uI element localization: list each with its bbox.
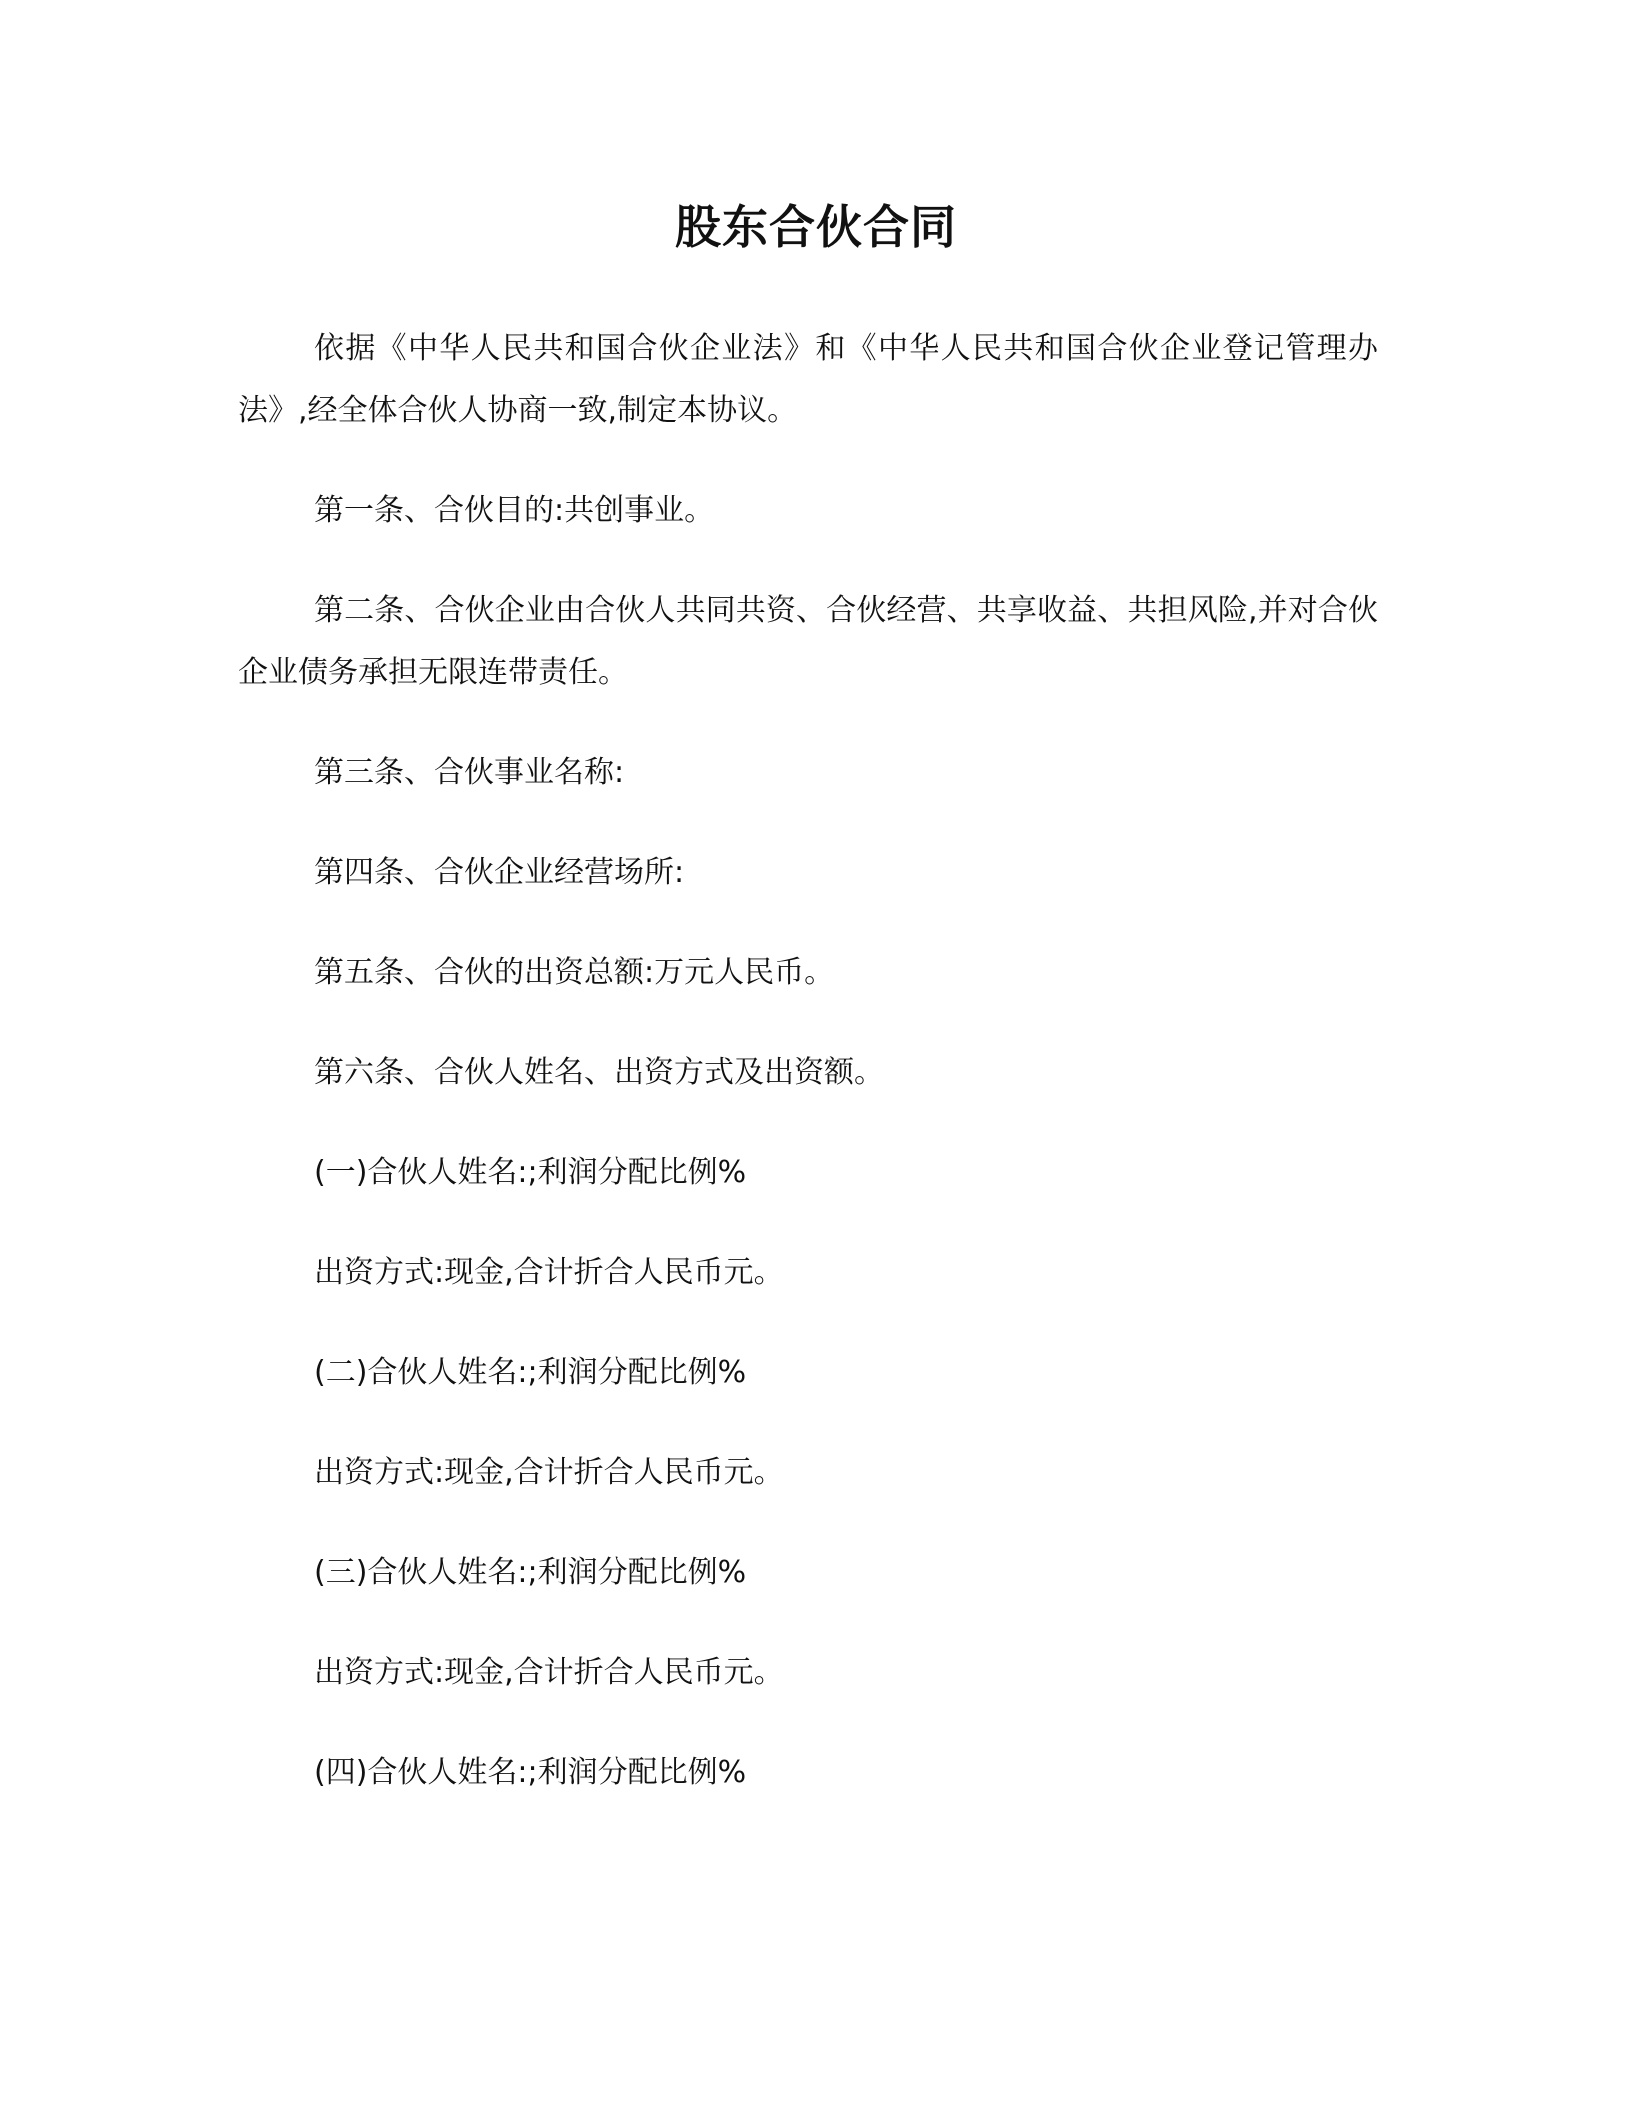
document-title: 股东合伙合同 [675,200,957,254]
article-3: 第三条、合伙事业名称: [314,755,625,790]
partner-3-name: (三)合伙人姓名:;利润分配比例% [314,1555,747,1590]
partner-2-contribution: 出资方式:现金,合计折合人民币元。 [314,1455,784,1490]
article-5: 第五条、合伙的出资总额:万元人民币。 [314,955,835,990]
partner-4-name: (四)合伙人姓名:;利润分配比例% [314,1755,747,1790]
preamble-paragraph: 依据《中华人民共和国合伙企业法》和《中华人民共和国合伙企业登记管理办法》,经全体合伙人协商一致,制定本协议。 [238,331,1378,428]
partner-2-name: (二)合伙人姓名:;利润分配比例% [314,1355,747,1390]
article-6: 第六条、合伙人姓名、出资方式及出资额。 [314,1055,884,1090]
partner-1-name: (一)合伙人姓名:;利润分配比例% [314,1155,747,1190]
article-1: 第一条、合伙目的:共创事业。 [314,493,715,528]
partner-3-contribution: 出资方式:现金,合计折合人民币元。 [314,1655,784,1690]
document-body [238,318,1378,1842]
article-2: 第二条、合伙企业由合伙人共同共资、合伙经营、共享收益、共担风险,并对合伙企业债务承担无限连带责任。 [238,593,1378,690]
partner-1-contribution: 出资方式:现金,合计折合人民币元。 [314,1255,784,1290]
article-4: 第四条、合伙企业经营场所: [314,855,685,890]
